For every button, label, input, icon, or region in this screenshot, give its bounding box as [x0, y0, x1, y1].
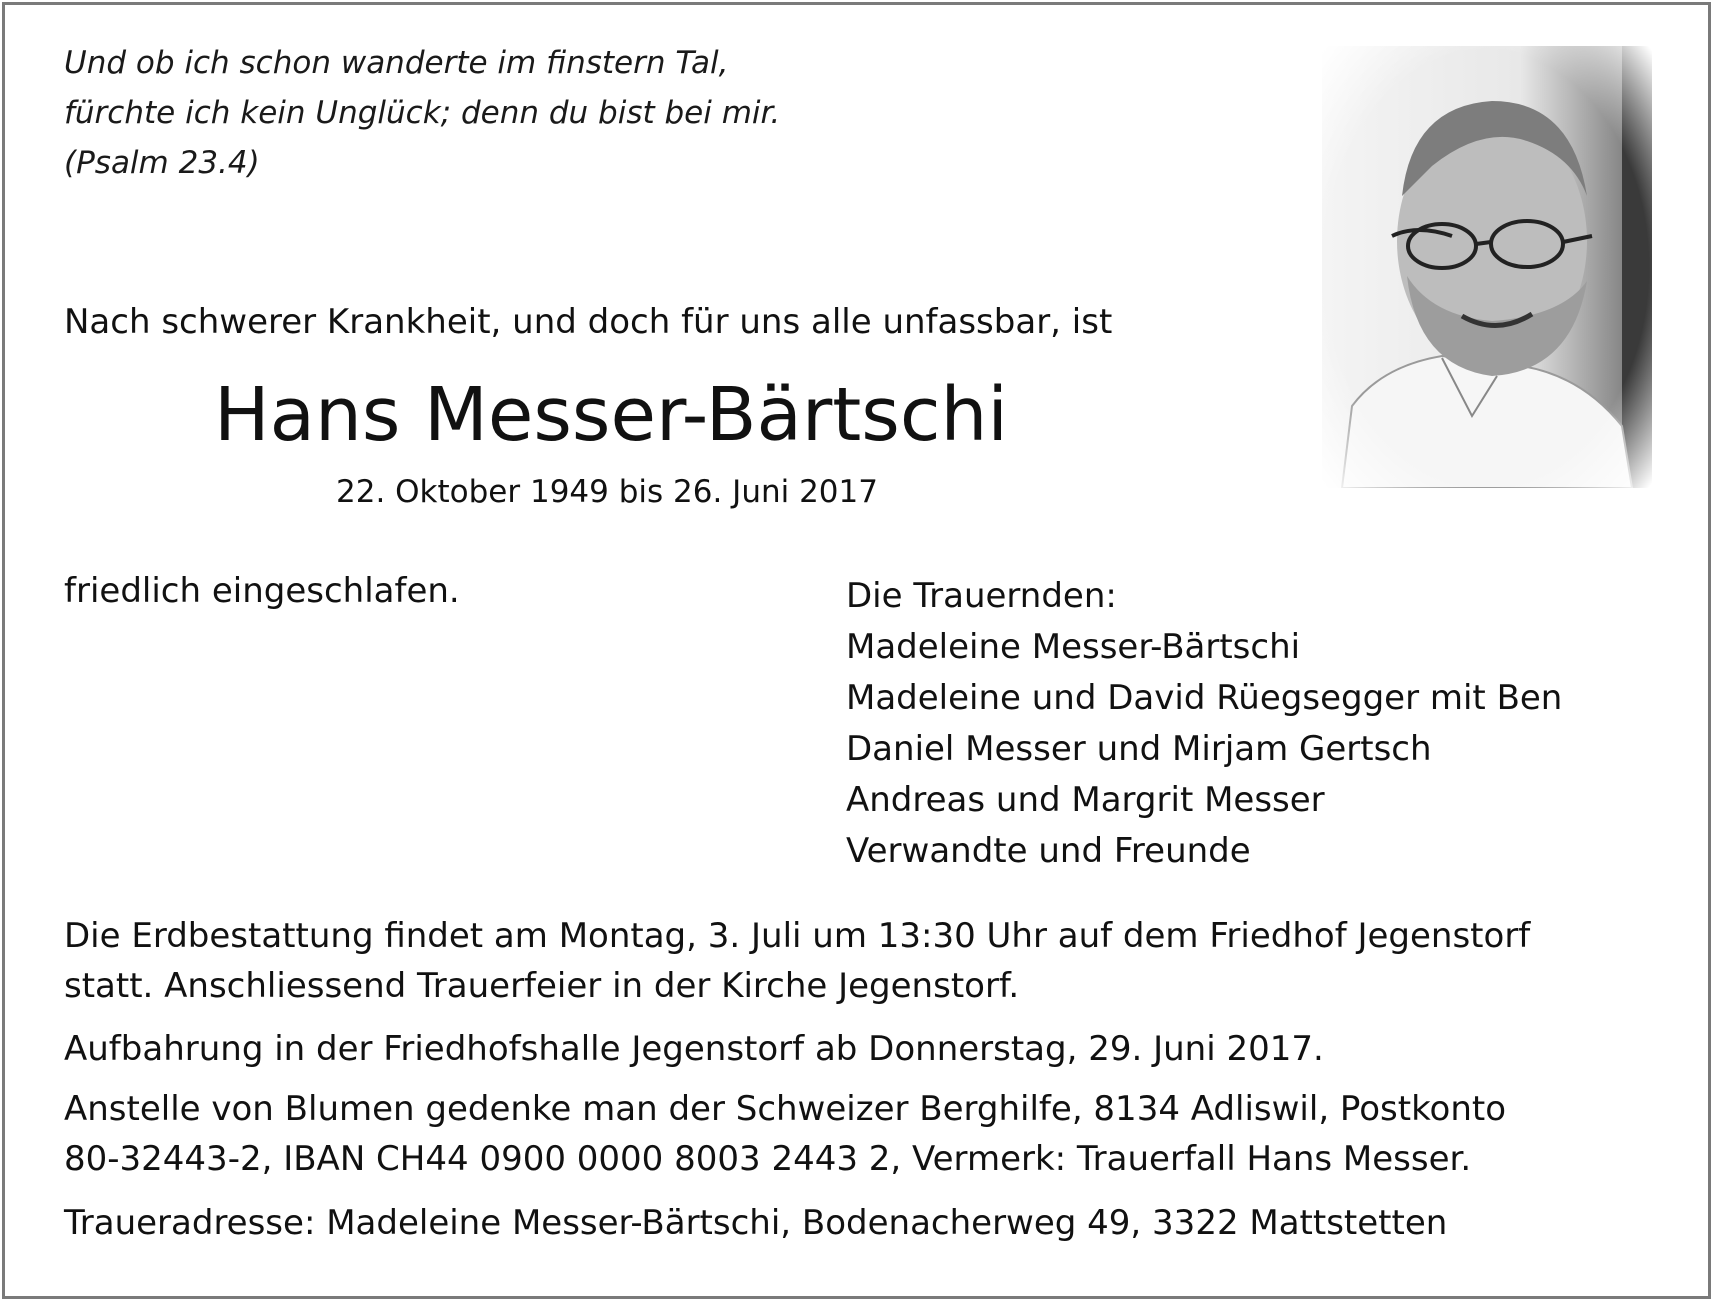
mourner-name: Madeleine und David Rüegsegger mit Ben — [846, 678, 1563, 718]
verse-reference: (Psalm 23.4) — [64, 145, 260, 181]
verse-line: fürchte ich kein Unglück; denn du bist bei mir. — [64, 95, 781, 131]
donation-line: 80-32443-2, IBAN CH44 0900 0000 8003 2443 2, Vermerk: Trauerfall Hans Messer. — [64, 1139, 1472, 1179]
donation-line: Anstelle von Blumen gedenke man der Schweizer Berghilfe, 8134 Adliswil, Postkonto — [64, 1089, 1507, 1129]
burial-line: Die Erdbestattung findet am Montag, 3. Juli um 13:30 Uhr auf dem Friedhof Jegenstorf — [64, 916, 1531, 956]
life-dates: 22. Oktober 1949 bis 26. Juni 2017 — [336, 474, 878, 510]
mourner-name: Verwandte und Freunde — [846, 831, 1251, 871]
burial-info — [64, 911, 1530, 1011]
portrait-photo — [1322, 46, 1652, 488]
intro-text: Nach schwerer Krankheit, und doch für uns alle unfassbar, ist — [64, 302, 1113, 342]
verse-line: Und ob ich schon wanderte im finstern Tal, — [64, 45, 729, 81]
burial-line: statt. Anschliessend Trauerfeier in der Kirche Jegenstorf. — [64, 966, 1020, 1006]
mourners-list — [846, 571, 1562, 877]
mourner-name: Andreas und Margrit Messer — [846, 780, 1325, 820]
mourners-heading: Die Trauernden: — [846, 576, 1117, 616]
mourning-address: Traueradresse: Madeleine Messer-Bärtschi, Bodenacherweg 49, 3322 Mattstetten — [64, 1203, 1448, 1243]
mourner-name: Madeleine Messer-Bärtschi — [846, 627, 1301, 667]
deceased-name: Hans Messer-Bärtschi — [214, 372, 1008, 458]
viewing-info: Aufbahrung in der Friedhofshalle Jegenstorf ab Donnerstag, 29. Juni 2017. — [64, 1029, 1324, 1069]
closing-text: friedlich eingeschlafen. — [64, 571, 460, 611]
donation-info — [64, 1084, 1506, 1184]
mourner-name: Daniel Messer und Mirjam Gertsch — [846, 729, 1432, 769]
psalm-verse — [64, 38, 964, 188]
